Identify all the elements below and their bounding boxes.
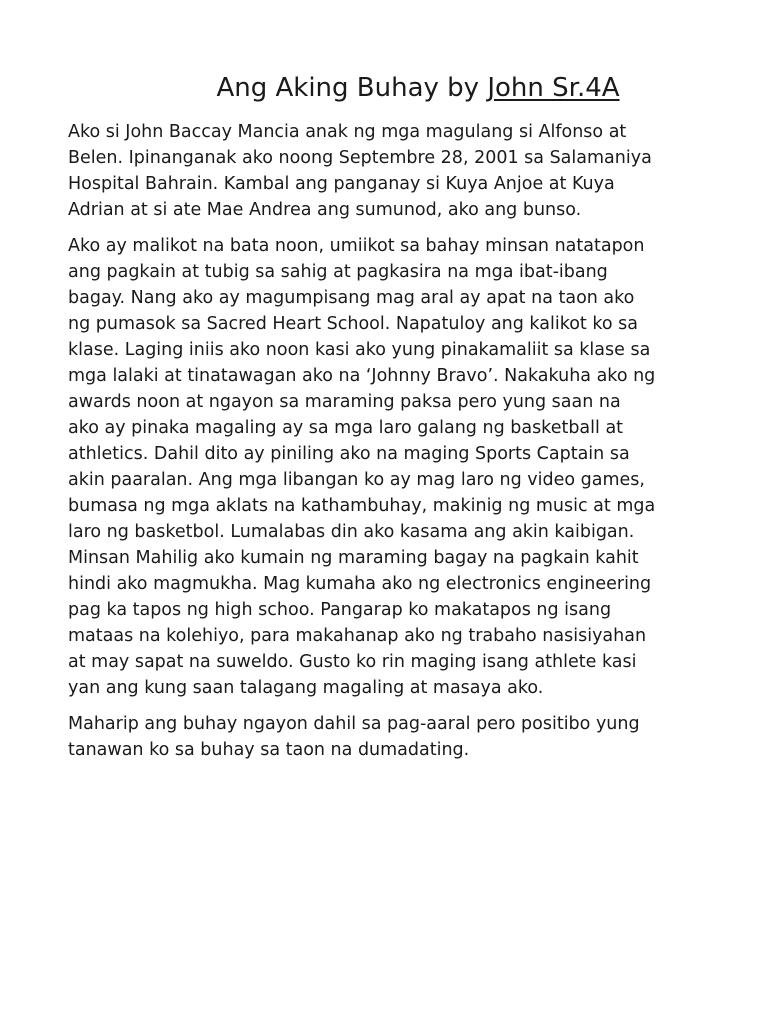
text-line: Adrian at si ate Mae Andrea ang sumunod, ako ang bunso.: [68, 200, 582, 220]
text-line: Minsan Mahilig ako kumain ng maraming bagay na pagkain kahit: [68, 548, 639, 568]
text-line: athletics. Dahil dito ay piniling ako na maging Sports Captain sa: [68, 444, 630, 464]
text-line: Hospital Bahrain. Kambal ang panganay si Kuya Anjoe at Kuya: [68, 174, 615, 194]
text-line: laro ng basketbol. Lumalabas din ako kasama ang akin kaibigan.: [68, 522, 635, 542]
text-line: Belen. Ipinanganak ako noong Septembre 28, 2001 sa Salamaniya: [68, 148, 652, 168]
text-line: akin paaralan. Ang mga libangan ko ay mag laro ng video games,: [68, 470, 645, 490]
text-line: mga lalaki at tinatawagan ako na ‘Johnny Bravo’. Nakakuha ako ng: [68, 366, 656, 386]
text-line: ng pumasok sa Sacred Heart School. Napatuloy ang kalikot ko sa: [68, 314, 638, 334]
title-prefix: Ang Aking Buhay by: [216, 73, 488, 103]
text-line: Ako ay malikot na bata noon, umiikot sa bahay minsan natatapon: [68, 236, 645, 256]
document-title: [0, 70, 768, 106]
text-line: at may sapat na suweldo. Gusto ko rin maging isang athlete kasi: [68, 652, 637, 672]
text-line: pag ka tapos ng high schoo. Pangarap ko makatapos ng isang: [68, 600, 612, 620]
text-line: ako ay pinaka magaling ay sa mga laro galang ng basketball at: [68, 418, 624, 438]
paragraph-3: [68, 711, 708, 763]
document-body: [68, 119, 708, 773]
text-line: tanawan ko sa buhay sa taon na dumadating.: [68, 740, 470, 760]
text-line: bumasa ng mga aklats na kathambuhay, makinig ng music at mga: [68, 496, 656, 516]
text-line: ang pagkain at tubig sa sahig at pagkasira na mga ibat-ibang: [68, 262, 608, 282]
text-line: bagay. Nang ako ay magumpisang mag aral ay apat na taon ako: [68, 288, 635, 308]
text-line: Ako si John Baccay Mancia anak ng mga magulang si Alfonso at: [68, 122, 627, 142]
paragraph-2: [68, 233, 708, 701]
text-line: awards noon at ngayon sa maraming paksa pero yung saan na: [68, 392, 621, 412]
text-line: hindi ako magmukha. Mag kumaha ako ng electronics engineering: [68, 574, 652, 594]
text-line: mataas na kolehiyo, para makahanap ako ng trabaho nasisiyahan: [68, 626, 647, 646]
title-author: John Sr.4A: [487, 73, 620, 103]
text-line: klase. Laging iniis ako noon kasi ako yung pinakamaliit sa klase sa: [68, 340, 651, 360]
paragraph-1: [68, 119, 708, 223]
text-line: yan ang kung saan talagang magaling at masaya ako.: [68, 678, 544, 698]
text-line: Maharip ang buhay ngayon dahil sa pag-aaral pero positibo yung: [68, 714, 640, 734]
